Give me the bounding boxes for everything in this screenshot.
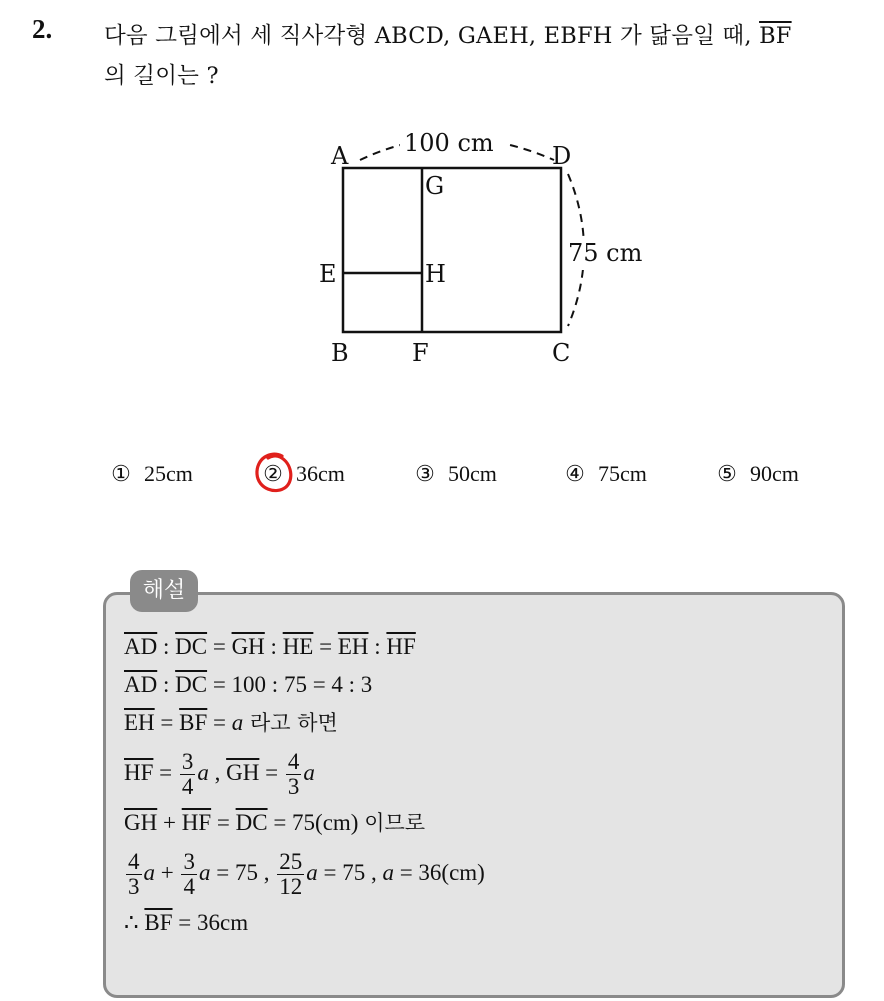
label-g: G — [425, 172, 445, 200]
value-text: = 75(cm) — [267, 810, 365, 835]
question-text — [104, 16, 874, 96]
choice-5-number: ⑤ — [717, 461, 737, 486]
solution-line-7 — [124, 904, 824, 942]
seg-eh: $\overline{EH}$ — [124, 710, 155, 735]
rectangle-figure — [300, 120, 660, 380]
answer-choices — [0, 456, 884, 492]
seg-hf: $\overline{HF}$ — [386, 634, 416, 659]
numerator: 3 — [181, 749, 194, 775]
choice-1-number: ① — [111, 461, 131, 486]
denominator: 12 — [279, 874, 303, 900]
solution-line-2: $\overline{AD}$ : $\overline{DC} = 100$ : 75 = 4 : 3 — [124, 672, 373, 697]
seg-bf: $\overline{BF}$ — [179, 710, 208, 735]
numerator: 3 — [183, 849, 195, 875]
segment-bf: $\overline{BF}$ — [759, 23, 792, 49]
seg-dc: $\overline{DC}$ — [175, 672, 208, 697]
choice-3[interactable] — [414, 456, 497, 492]
label-b: B — [331, 339, 349, 367]
fraction — [180, 750, 196, 799]
var-a: a — [231, 710, 244, 735]
equation-text: = 75 , — [317, 860, 383, 885]
var-a: a — [306, 860, 318, 885]
solution-tag: 해설 — [130, 570, 198, 612]
choice-1[interactable] — [110, 456, 193, 492]
equation-text: = 36(cm) — [393, 860, 485, 885]
solution-lines — [124, 628, 824, 942]
choice-5[interactable] — [716, 456, 799, 492]
label-f: F — [412, 339, 429, 367]
label-e: E — [319, 260, 337, 288]
solution-line-5: $\overline{GH} + \overline{HF} = \overline{DC} = 75(cm)$ 이므로 — [124, 810, 426, 835]
choice-2-text: 36cm — [296, 461, 345, 486]
question-prefix: 다음 그림에서 세 직사각형 ABCD, GAEH, EBFH 가 닮음일 때, — [104, 23, 760, 49]
denominator: 3 — [287, 774, 300, 800]
numerator: 25 — [279, 849, 303, 875]
seg-hf: $\overline{HF}$ — [124, 760, 154, 785]
fraction — [277, 850, 304, 899]
seg-gh: $\overline{GH}$ — [226, 760, 260, 785]
choice-4-text: 75cm — [598, 461, 647, 486]
question-suffix: 의 길이는 ? — [104, 63, 219, 89]
choice-4-number: ④ — [565, 461, 585, 486]
seg-dc: $\overline{DC}$ — [175, 634, 208, 659]
var-a: a — [198, 860, 211, 885]
korean-text: 라고 하면 — [243, 711, 338, 735]
var-a: a — [382, 860, 394, 885]
seg-ad: $\overline{AD}$ — [124, 672, 158, 697]
answer-text: = 36cm — [172, 910, 249, 935]
solution-line-3: $\overline{EH} = \overline{BF} = a$ 라고 하면 — [124, 710, 338, 735]
numerator: 4 — [287, 749, 300, 775]
choice-4[interactable] — [564, 456, 647, 492]
choice-3-number: ③ — [415, 461, 435, 486]
choice-5-text: 90cm — [750, 461, 799, 486]
var-a: a — [143, 860, 155, 885]
fraction — [126, 850, 142, 899]
seg-ad: $\overline{AD}$ — [124, 634, 158, 659]
width-label: 100 cm — [404, 129, 494, 157]
seg-he: $\overline{HE}$ — [282, 634, 314, 659]
solution-line-1: $\overline{AD}$ : $\overline{DC} = \overline{GH}$ : $\overline{HE} = \overline{EH}$ : $\overline{HF}$ — [124, 634, 416, 659]
seg-eh: $\overline{EH}$ — [337, 634, 369, 659]
denominator: 4 — [181, 774, 194, 800]
seg-bf: $\overline{BF}$ — [144, 910, 173, 935]
question-number: 2. — [32, 14, 53, 44]
label-h: H — [425, 260, 446, 288]
seg-hf: $\overline{HF}$ — [181, 810, 212, 835]
fraction — [286, 750, 302, 799]
choice-2-number: ② — [263, 461, 283, 486]
solution-line-6: $\frac{4}{3}$ a + $\frac{3}{4}$ a = 75 , $\frac{25}{12}$ a = 75 , a = 36(cm) — [128, 849, 485, 900]
choice-1-text: 25cm — [144, 461, 193, 486]
korean-text: 이므로 — [364, 811, 426, 835]
var-a: a — [303, 760, 315, 785]
seg-gh: $\overline{GH}$ — [231, 634, 265, 659]
numerator: 4 — [128, 849, 140, 875]
solution-line-4: $\overline{HF}$ = $\frac{3}{4}$ a , $\overline{GH}$ = $\frac{4}{3}$ a — [124, 749, 315, 800]
height-label: 75 cm — [568, 239, 643, 267]
ratio-text: = 100 : 75 = 4 : 3 — [207, 672, 373, 697]
answer-circle-mark — [252, 449, 296, 497]
fraction — [181, 850, 197, 899]
seg-gh: $\overline{GH}$ — [124, 810, 158, 835]
rect-abcd — [343, 168, 561, 332]
equation-text: = 75 , — [210, 860, 276, 885]
therefore-symbol: ∴ — [124, 910, 145, 935]
seg-dc: $\overline{DC}$ — [235, 810, 268, 835]
var-a: a — [197, 760, 209, 785]
label-d: D — [552, 142, 572, 170]
choice-3-text: 50cm — [448, 461, 497, 486]
denominator: 3 — [128, 874, 140, 900]
label-a: A — [331, 142, 349, 170]
label-c: C — [552, 339, 571, 367]
denominator: 4 — [183, 874, 195, 900]
